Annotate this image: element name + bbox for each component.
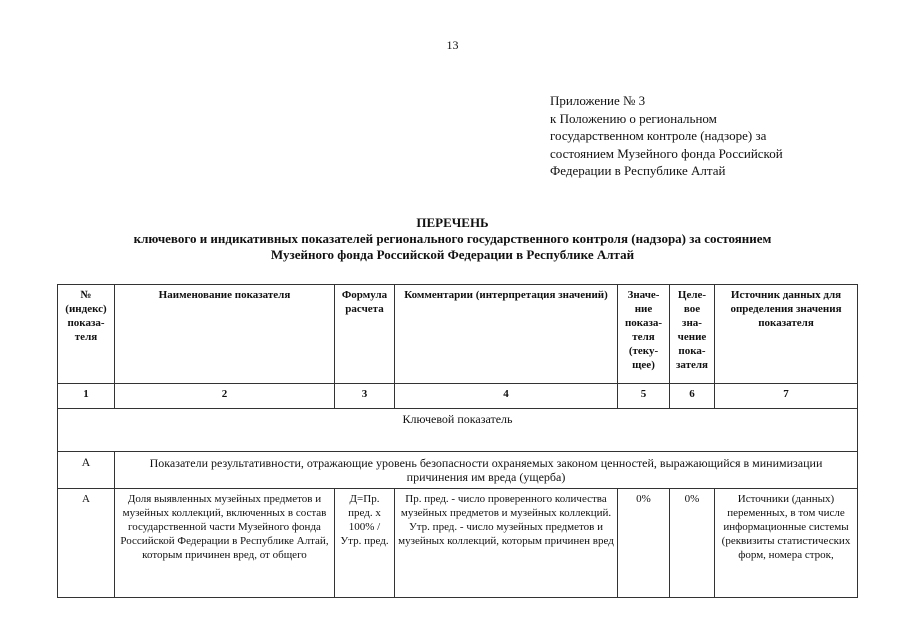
- row-current-value: 0%: [618, 489, 670, 598]
- key-indicator-label: Ключевой показатель: [58, 409, 858, 452]
- column-number: 6: [670, 384, 715, 409]
- title-line-2: ключевого и индикативных показателей регионального государственного контроля (надзора) за состоянием: [133, 231, 772, 246]
- row-indicator-name: Доля выявленных музейных предметов и музейных коллекций, включенных в состав государственной части Музейного фонда Российской Федерации в Республике Алтай, которым причинен вред, от общего: [115, 489, 335, 598]
- section-index: А: [58, 452, 115, 489]
- column-number: 3: [335, 384, 395, 409]
- page-number: 13: [446, 38, 459, 52]
- section-description: Показатели результативности, отражающие уровень безопасности охраняемых законом ценностей, выражающийся в минимизации причинения им вреда (ущерба): [115, 452, 858, 489]
- appendix-note: [550, 92, 880, 180]
- row-comment: Пр. пред. - число проверенного количества музейных предметов и музейных коллекций. Утр. пред. - число музейных предметов и музейных коллекций, которым причинен вред: [395, 489, 618, 598]
- row-index: А: [58, 489, 115, 598]
- row-formula: Д=Пр. пред. x 100% / Утр. пред.: [335, 489, 395, 598]
- indicators-table: [57, 284, 858, 598]
- title-line-1: ПЕРЕЧЕНЬ: [416, 215, 489, 230]
- row-target-value: 0%: [670, 489, 715, 598]
- header-cell-name: Наименование показателя: [115, 285, 335, 384]
- header-cell-comment: Комментарии (интерпретация значений): [395, 285, 618, 384]
- section-row: [58, 452, 858, 489]
- appendix-line: Приложение № 3: [550, 93, 646, 108]
- header-cell-source: Источник данных для определения значения показателя: [715, 285, 858, 384]
- column-number: 2: [115, 384, 335, 409]
- header-cell-index: № (индекс) показа-теля: [58, 285, 115, 384]
- document-title: [40, 215, 865, 263]
- appendix-line: состоянием Музейного фонда Российской: [550, 145, 783, 161]
- column-number: 5: [618, 384, 670, 409]
- header-cell-current-value: Значе-ние показа-теля (теку-щее): [618, 285, 670, 384]
- appendix-line: Федерации в Республике Алтай: [550, 163, 726, 178]
- table-header-row: [58, 285, 858, 384]
- key-indicator-row: [58, 409, 858, 452]
- column-number: 1: [58, 384, 115, 409]
- appendix-line: государственном контроле (надзоре) за: [550, 128, 767, 143]
- table-row: [58, 489, 858, 598]
- appendix-line: к Положению о региональном: [550, 110, 717, 126]
- column-number: 4: [395, 384, 618, 409]
- row-data-source: Источники (данных) переменных, в том числе информационные системы (реквизиты статистических форм, номера строк,: [715, 489, 858, 598]
- column-number-row: [58, 384, 858, 409]
- header-cell-formula: Формула расчета: [335, 285, 395, 384]
- column-number: 7: [715, 384, 858, 409]
- title-line-3: Музейного фонда Российской Федерации в Республике Алтай: [270, 247, 635, 262]
- header-cell-target-value: Целе-вое зна-чение пока-зателя: [670, 285, 715, 384]
